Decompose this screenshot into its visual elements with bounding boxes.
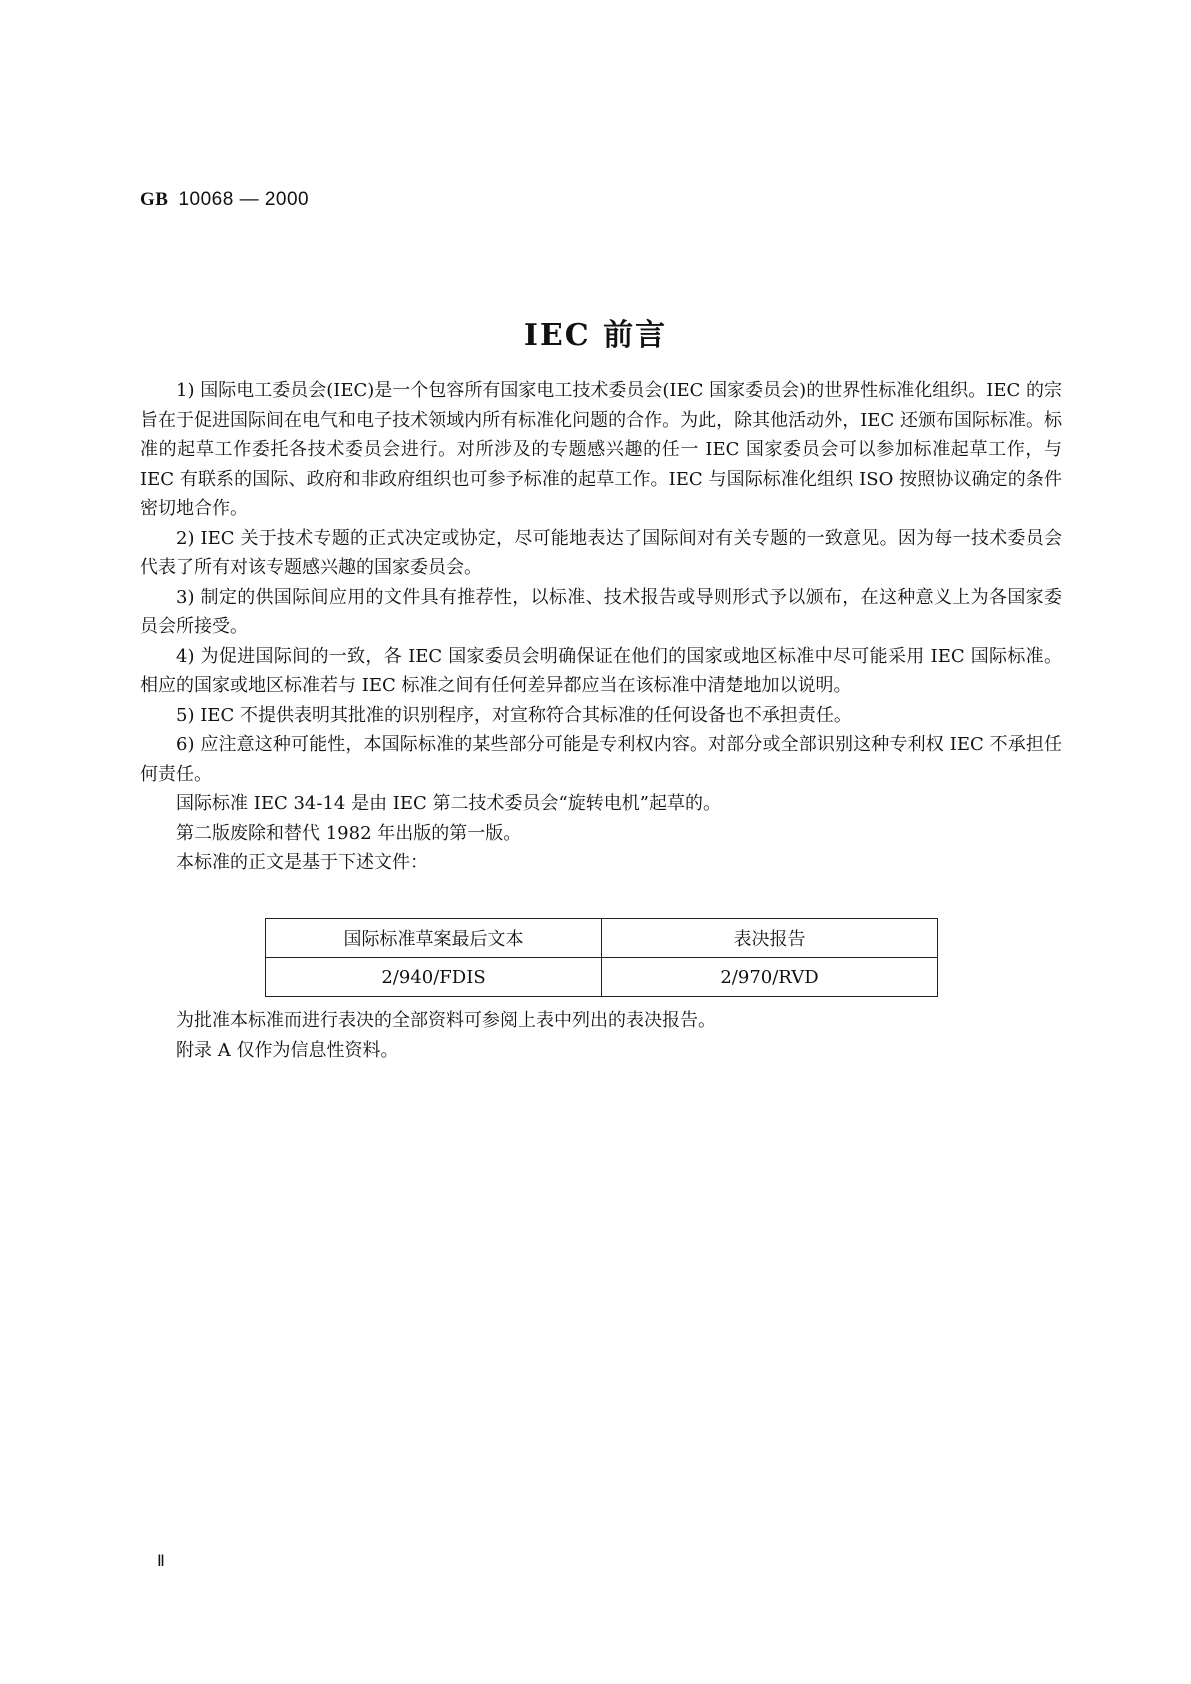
paragraph-6: 6) 应注意这种可能性，本国际标准的某些部分可能是专利权内容。对部分或全部识别这种专利权 IEC 不承担任何责任。 [140,734,1062,785]
standard-number: 10068 — 2000 [178,189,310,210]
paragraph-origin: 国际标准 IEC 34-14 是由 IEC 第二技术委员会“旋转电机”起草的。 [176,793,721,814]
standard-code: GB [140,189,169,210]
paragraph-annex: 附录 A 仅作为信息性资料。 [176,1040,399,1061]
document-header [140,188,309,211]
paragraph-edition: 第二版废除和替代 1982 年出版的第一版。 [176,822,522,844]
table-header-report: 表决报告 [602,919,938,958]
page-title: IEC 前言 [523,318,668,353]
table-header-row [266,919,938,958]
paragraph-3: 3) 制定的供国际间应用的文件具有推荐性，以标准、技术报告或导则形式予以颁布，在这种意义上为各国家委员会所接受。 [140,586,1062,637]
paragraph-4: 4) 为促进国际间的一致，各 IEC 国家委员会明确保证在他们的国家或地区标准中尽可能采用 IEC 国际标准。相应的国家或地区标准若与 IEC 标准之间有任何差异都应当在该标准中清楚地加以说明。 [140,645,1062,696]
page-number: Ⅱ [157,1553,165,1570]
table-row [266,958,938,997]
paragraph-5: 5) IEC 不提供表明其批准的识别程序，对宣称符合其标准的任何设备也不承担责任。 [176,704,852,726]
table-cell-rvd: 2/970/RVD [602,958,938,997]
paragraph-1: 1) 国际电工委员会(IEC)是一个包容所有国家电工技术委员会(IEC 国家委员会)的世界性标准化组织。IEC 的宗旨在于促进国际间在电气和电子技术领域内所有标准化问题的合作。为此，除其他活动外，IEC 还颁布国际标准。标准的起草工作委托各技术委员会进行。对所涉及的专题感兴趣的任一 IEC 国家委员会可以参加标准起草工作，与 IEC 有联系的国际、政府和非政府组织也可参予标准的起草工作。IEC 与国际标准化组织 ISO 按照协议确定的条件密切地合作。 [140,380,1062,519]
voting-documents-table [265,918,938,997]
table-cell-fdis: 2/940/FDIS [266,958,602,997]
foreword-closing [140,1006,1062,1066]
paragraph-basis: 本标准的正文是基于下述文件： [176,852,428,873]
paragraph-voting: 为批准本标准而进行表决的全部资料可参阅上表中列出的表决报告。 [176,1010,716,1031]
table-header-fdis: 国际标准草案最后文本 [266,919,602,958]
foreword-body [140,376,1062,878]
paragraph-2: 2) IEC 关于技术专题的正式决定或协定，尽可能地表达了国际间对有关专题的一致意见。因为每一技术委员会代表了所有对该专题感兴趣的国家委员会。 [140,527,1062,578]
